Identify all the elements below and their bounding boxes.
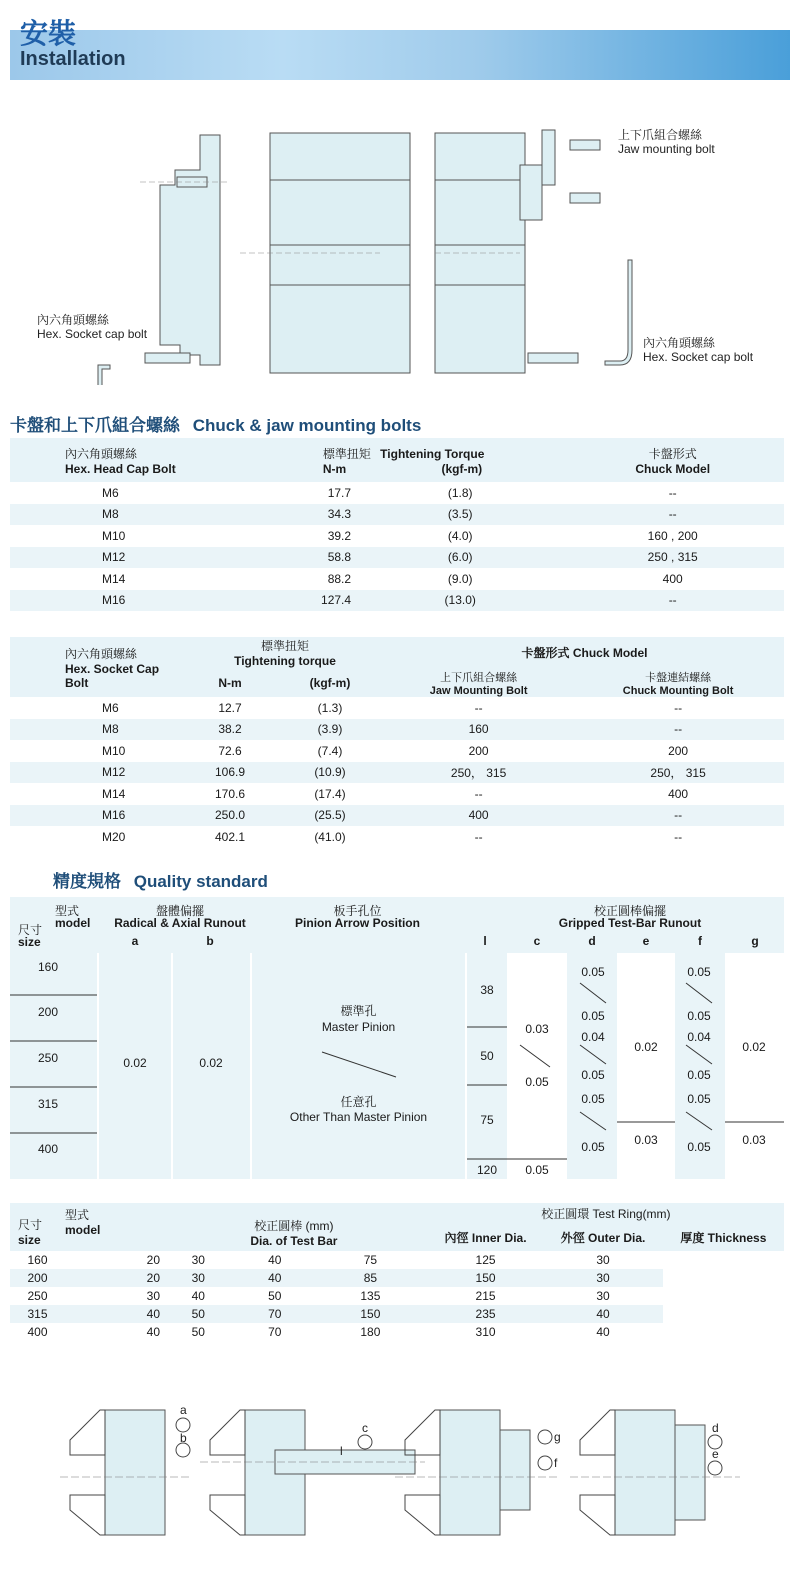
test-bar-table	[10, 1203, 784, 1341]
bolt-size: M10	[102, 528, 126, 543]
hdr-ring: 校正圓環 Test Ring(mm)	[541, 1206, 671, 1221]
header-torque-cn: 標準扭矩	[260, 639, 309, 654]
torque-kgf: (3.5)	[447, 507, 473, 522]
gauge-label-f: f	[554, 1456, 558, 1470]
quality-table	[10, 897, 784, 1179]
section-title-bolts-cn: 卡盤和上下爪組合螺絲	[10, 416, 180, 435]
installation-banner	[10, 30, 790, 80]
hex-bolt-right-cn: 內六角頭螺絲	[643, 336, 716, 350]
hdr-size-cn: 尺寸	[18, 923, 43, 937]
torque-kgf: (1.8)	[447, 485, 473, 500]
torque-kgf: (3.9)	[317, 722, 343, 737]
l-value: 38	[480, 983, 494, 997]
torque-kgf: (41.0)	[314, 829, 346, 844]
bolt-size: M16	[102, 808, 126, 823]
bolt-size: M10	[102, 743, 126, 758]
torque-nm: 72.6	[218, 743, 242, 758]
hdr-inner: 內徑 Inner Dia.	[444, 1230, 527, 1245]
ring-outer: 150	[475, 1271, 496, 1285]
torque-nm: 58.8	[327, 550, 352, 565]
f-value: 0.05	[687, 1068, 711, 1082]
ring-outer: 215	[475, 1289, 496, 1303]
hdr-pinion-cn: 板手孔位	[333, 904, 382, 918]
hdr-type-cn: 型式	[65, 1208, 90, 1222]
bolt-size: M16	[102, 593, 126, 608]
gauge-label-a: a	[180, 1403, 187, 1417]
header-nm: N-m	[218, 675, 242, 690]
size-cell: 200	[27, 1271, 48, 1285]
bar-dia-3: 70	[268, 1307, 282, 1321]
bar-dia-2: 40	[191, 1289, 205, 1303]
hdr-runout-cn: 盤體偏擺	[155, 904, 204, 918]
header-torque-en: Tightening Torque	[380, 446, 485, 461]
hdr-bar-en: Dia. of Test Bar	[250, 1234, 338, 1248]
torque-kgf: (6.0)	[447, 550, 473, 565]
header-nm: N-m	[322, 461, 347, 476]
table-row	[10, 1251, 784, 1269]
d-value: 0.05	[581, 1092, 605, 1106]
hdr-bar-cn: 校正圓棒 (mm)	[254, 1219, 334, 1233]
table-row	[10, 482, 784, 504]
jaw-mounting-model: 400	[468, 808, 489, 823]
bar-dia-1: 40	[146, 1307, 160, 1321]
hdr-size: size	[18, 935, 41, 949]
size-cell: 250	[27, 1289, 48, 1303]
size-cell: 200	[38, 1005, 59, 1019]
bar-dia-1: 30	[146, 1289, 160, 1303]
bar-dia-3: 50	[268, 1289, 282, 1303]
bolt-size: M8	[102, 722, 119, 737]
bar-dia-2: 50	[191, 1307, 205, 1321]
col-header-b: b	[206, 934, 214, 948]
f-value: 0.05	[687, 1140, 711, 1154]
bar-dia-1: 20	[146, 1271, 160, 1285]
chuck-jaw-bolt-table	[10, 438, 784, 611]
torque-nm: 170.6	[214, 786, 246, 801]
d-value: 0.04	[581, 1030, 605, 1044]
l-value: 75	[480, 1113, 494, 1127]
value-a: 0.02	[123, 1056, 147, 1070]
gauge-label-e: e	[712, 1447, 719, 1461]
quality-table-lines	[10, 897, 784, 1179]
size-cell: 160	[27, 1253, 48, 1267]
hdr-size-cn: 尺寸	[18, 1218, 43, 1232]
size-cell: 250	[38, 1051, 59, 1065]
hdr-thick: 厚度 Thickness	[680, 1230, 767, 1245]
bolt-size: M14	[102, 786, 126, 801]
d-value: 0.05	[581, 965, 605, 979]
section-title-quality	[53, 867, 268, 892]
hdr-pinion-en: Pinion Arrow Position	[295, 916, 420, 930]
chuck-mounting-model: 400	[668, 786, 689, 801]
d-value: 0.05	[581, 1140, 605, 1154]
bar-dia-3: 40	[268, 1253, 282, 1267]
ring-inner: 135	[360, 1289, 381, 1303]
ring-thickness: 40	[596, 1307, 610, 1321]
ring-inner: 150	[360, 1307, 381, 1321]
ring-outer: 310	[475, 1325, 496, 1339]
torque-nm: 38.2	[218, 722, 242, 737]
bar-dia-3: 70	[268, 1325, 282, 1339]
chuck-model: --	[668, 593, 677, 608]
hdr-type-cn: 型式	[55, 904, 80, 918]
table-row	[10, 697, 784, 719]
jaw-bolt-label-en: Jaw mounting bolt	[618, 142, 715, 156]
other-pinion-en: Other Than Master Pinion	[289, 1110, 428, 1124]
ring-outer: 125	[475, 1253, 496, 1267]
c-value: 0.05	[525, 1163, 549, 1177]
header-bolt-en: Hex. Socket Cap Bolt	[65, 661, 160, 690]
chuck-mounting-model: --	[674, 829, 683, 844]
torque-kgf: (4.0)	[447, 528, 473, 543]
torque-kgf: (9.0)	[447, 571, 473, 586]
jaw-mounting-model: 160	[468, 722, 489, 737]
page-title-en: Installation	[20, 48, 126, 70]
c-value: 0.03	[525, 1022, 549, 1036]
size-cell: 315	[38, 1097, 59, 1111]
chuck-mounting-model: --	[674, 808, 683, 823]
table-row	[10, 525, 784, 547]
torque-nm: 250.0	[214, 808, 246, 823]
table-row	[10, 805, 784, 827]
table-row	[10, 504, 784, 526]
ring-inner: 75	[363, 1253, 378, 1267]
table-row	[10, 719, 784, 741]
table-row	[10, 568, 784, 590]
table-header	[10, 438, 784, 482]
bolt-size: M20	[102, 829, 126, 844]
bolt-size: M14	[102, 571, 126, 586]
d-value: 0.05	[581, 1068, 605, 1082]
size-cell: 400	[38, 1142, 59, 1156]
table-row	[10, 783, 784, 805]
bolt-size: M12	[102, 765, 126, 780]
chuck-model: --	[668, 485, 677, 500]
col-header-d: d	[588, 934, 596, 948]
hex-bolt-right-en: Hex. Socket cap bolt	[643, 350, 754, 364]
value-b: 0.02	[199, 1056, 223, 1070]
gauge-label-g: g	[554, 1430, 561, 1444]
jaw-bolt-label-cn: 上下爪組合螺絲	[618, 128, 703, 142]
gauge-label-b: b	[180, 1431, 187, 1445]
page-title-cn: 安裝	[20, 17, 77, 50]
jaw-mounting-model: 250， 315	[450, 765, 507, 780]
torque-nm: 17.7	[327, 485, 352, 500]
f-value: 0.05	[687, 965, 711, 979]
torque-kgf: (25.5)	[314, 808, 346, 823]
bolt-size: M12	[102, 550, 126, 565]
runout-gauge-diagram	[60, 1400, 780, 1550]
torque-kgf: (13.0)	[444, 593, 476, 608]
chuck-model: 250 , 315	[647, 550, 698, 565]
header-kgf: (kgf-m)	[441, 461, 483, 476]
bar-dia-1: 20	[146, 1253, 160, 1267]
header-chuck-en: Chuck Mounting Bolt	[622, 684, 734, 697]
col-header-e: e	[642, 934, 650, 948]
col-header-a: a	[131, 934, 139, 948]
header-jaw-cn: 上下爪組合螺絲	[440, 671, 518, 684]
hdr-grip-en: Gripped Test-Bar Runout	[558, 916, 702, 930]
torque-nm: 39.2	[327, 528, 352, 543]
ring-thickness: 40	[596, 1325, 610, 1339]
hdr-runout-en: Radical & Axial Runout	[114, 916, 246, 930]
ring-inner: 85	[363, 1271, 378, 1285]
col-header-g: g	[751, 934, 759, 948]
bar-dia-1: 40	[146, 1325, 160, 1339]
e-value: 0.03	[634, 1133, 658, 1147]
header-model-en: Chuck Model	[635, 461, 711, 476]
ring-thickness: 30	[596, 1253, 610, 1267]
header-model: 卡盤形式 Chuck Model	[521, 646, 648, 661]
socket-bolt-table	[10, 637, 784, 848]
jaw-mounting-model: --	[474, 829, 483, 844]
torque-kgf: (10.9)	[314, 765, 346, 780]
hdr-size: size	[18, 1233, 41, 1247]
header-torque-cn: 標準扭矩	[322, 446, 371, 461]
table-row	[10, 1269, 784, 1287]
table-row	[10, 826, 784, 848]
master-pinion-cn: 標準孔	[340, 1004, 377, 1018]
table-row	[10, 1323, 784, 1341]
torque-nm: 127.4	[321, 593, 352, 608]
header-kgf: (kgf-m)	[309, 675, 351, 690]
l-value: 50	[480, 1049, 494, 1063]
size-cell: 315	[27, 1307, 48, 1321]
section-title-quality-cn: 精度規格	[53, 872, 121, 891]
header-model-cn: 卡盤形式	[648, 446, 697, 461]
hex-bolt-left-en: Hex. Socket cap bolt	[37, 327, 148, 341]
chuck-mounting-model: 250， 315	[650, 765, 706, 780]
ring-inner: 180	[360, 1325, 381, 1339]
table-row	[10, 740, 784, 762]
col-header-f: f	[698, 934, 702, 948]
ring-outer: 235	[475, 1307, 496, 1321]
l-value: 120	[476, 1163, 498, 1177]
hdr-grip-cn: 校正圓棒偏擺	[593, 904, 666, 918]
gauge-label-d: d	[712, 1421, 719, 1435]
f-value: 0.05	[687, 1092, 711, 1106]
g-value: 0.02	[742, 1040, 766, 1054]
f-value: 0.04	[687, 1030, 711, 1044]
c-value: 0.05	[525, 1075, 549, 1089]
bar-dia-2: 50	[191, 1325, 205, 1339]
section-title-bolts	[10, 411, 421, 436]
torque-kgf: (17.4)	[314, 786, 346, 801]
torque-nm: 34.3	[327, 507, 352, 522]
torque-nm: 12.7	[218, 700, 242, 715]
bar-dia-3: 40	[268, 1271, 282, 1285]
torque-nm: 106.9	[214, 765, 246, 780]
gauge-label-l: l	[340, 1444, 343, 1458]
chuck-model: 400	[662, 571, 683, 586]
size-cell: 160	[38, 960, 59, 974]
bar-dia-2: 30	[191, 1271, 205, 1285]
col-header-l: l	[483, 934, 487, 948]
hdr-model: model	[55, 916, 91, 930]
bolt-size: M8	[102, 507, 119, 522]
torque-kgf: (7.4)	[317, 743, 343, 758]
jaw-mounting-model: --	[474, 786, 483, 801]
table-row	[10, 590, 784, 612]
col-header-c: c	[533, 934, 541, 948]
chuck-mounting-model: --	[674, 700, 683, 715]
chuck-mounting-model: --	[674, 722, 683, 737]
ring-thickness: 30	[596, 1289, 610, 1303]
chuck-model: 160 , 200	[647, 528, 698, 543]
table-row	[10, 547, 784, 569]
header-bolt-cn: 內六角頭螺絲	[65, 646, 138, 661]
size-cell: 400	[27, 1325, 48, 1339]
chuck-mounting-model: 200	[668, 743, 689, 758]
g-value: 0.03	[742, 1133, 766, 1147]
table-row	[10, 1305, 784, 1323]
chuck-model: --	[668, 507, 677, 522]
header-bolt-en: Hex. Head Cap Bolt	[65, 461, 176, 476]
torque-nm: 88.2	[327, 571, 352, 586]
ring-thickness: 30	[596, 1271, 610, 1285]
bolt-size: M6	[102, 700, 119, 715]
d-value: 0.05	[581, 1009, 605, 1023]
hdr-outer: 外徑 Outer Dia.	[560, 1230, 646, 1245]
jaw-mounting-model: 200	[468, 743, 489, 758]
bar-dia-2: 30	[191, 1253, 205, 1267]
section-title-bolts-en: Chuck & jaw mounting bolts	[192, 416, 422, 435]
gauge-label-c: c	[362, 1421, 368, 1435]
hdr-model: model	[65, 1223, 101, 1237]
master-pinion-en: Master Pinion	[321, 1020, 396, 1034]
header-jaw-en: Jaw Mounting Bolt	[429, 684, 528, 697]
table-row	[10, 762, 784, 784]
jaw-mounting-model: --	[474, 700, 483, 715]
bolt-size: M6	[102, 485, 119, 500]
torque-nm: 402.1	[214, 829, 246, 844]
header-torque-en: Tightening torque	[234, 654, 336, 669]
header-chuck-cn: 卡盤連結螺絲	[645, 671, 712, 684]
e-value: 0.02	[634, 1040, 658, 1054]
torque-kgf: (1.3)	[317, 700, 343, 715]
hex-bolt-left-cn: 內六角頭螺絲	[37, 313, 110, 327]
section-title-quality-en: Quality standard	[133, 872, 268, 891]
header-bolt-cn: 內六角頭螺絲	[65, 446, 138, 461]
f-value: 0.05	[687, 1009, 711, 1023]
other-pinion-cn: 任意孔	[340, 1095, 377, 1109]
table-header	[10, 637, 784, 669]
table-row	[10, 1287, 784, 1305]
